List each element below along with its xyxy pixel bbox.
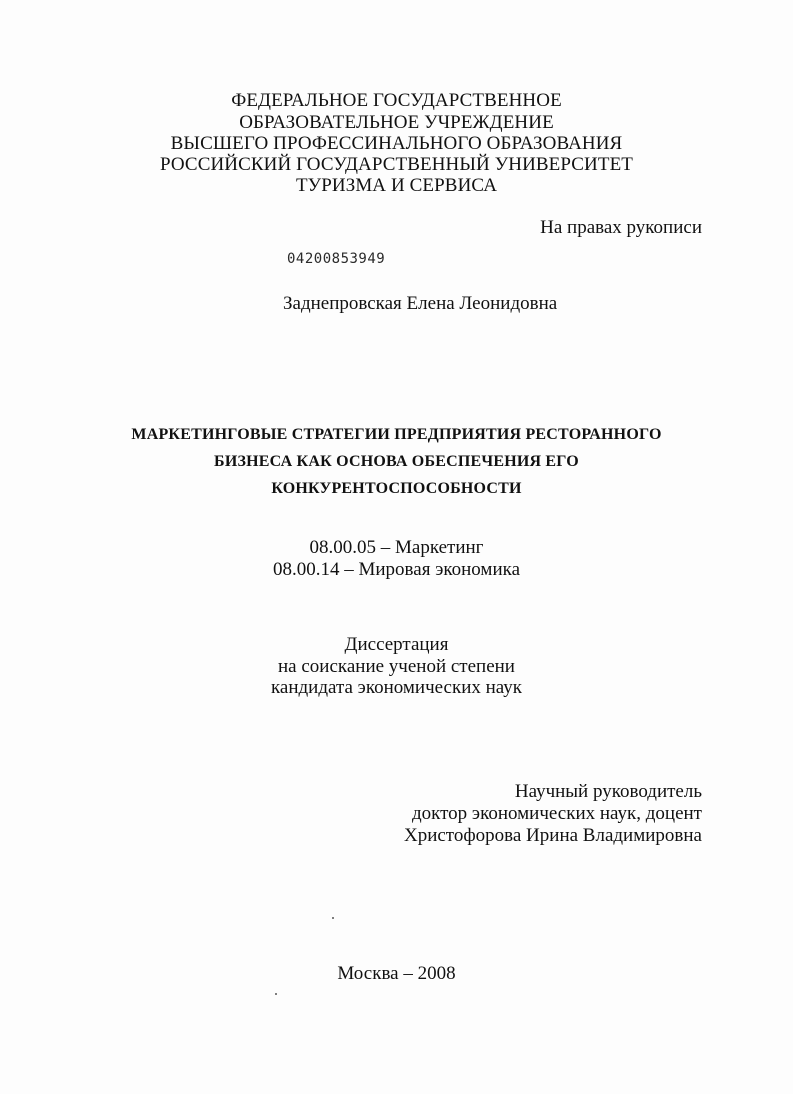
catalog-number-stamp: 04200853949 [287,251,386,267]
scan-speck [332,917,334,919]
title-line-2: БИЗНЕСА КАК ОСНОВА ОБЕСПЕЧЕНИЯ ЕГО [214,453,579,470]
institution-line-5: ТУРИЗМА И СЕРВИСА [295,175,498,196]
advisor-line-2: доктор экономических наук, доцент [411,803,702,824]
specialty-line-1: 08.00.05 – Маркетинг [309,537,484,558]
institution-line-2: ОБРАЗОВАТЕЛЬНОЕ УЧРЕЖДЕНИЕ [239,112,554,133]
manuscript-note: На правах рукописи [540,217,702,238]
author-name: Заднепровская Елена Леонидовна [283,293,558,314]
advisor-line-1: Научный руководитель [514,781,702,802]
city-year: Москва – 2008 [337,963,456,984]
degree-line-1: Диссертация [344,634,449,655]
advisor-line-3: Христофорова Ирина Владимировна [403,825,702,846]
title-line-3: КОНКУРЕНТОСПОСОБНОСТИ [271,480,522,497]
scan-speck [275,993,277,995]
institution-line-3: ВЫСШЕГО ПРОФЕССИНАЛЬНОГО ОБРАЗОВАНИЯ [170,133,623,154]
institution-line-1: ФЕДЕРАЛЬНОЕ ГОСУДАРСТВЕННОЕ [231,90,562,111]
degree-line-2: на соискание ученой степени [278,656,515,677]
institution-line-4: РОССИЙСКИЙ ГОСУДАРСТВЕННЫЙ УНИВЕРСИТЕТ [159,154,633,175]
specialty-line-2: 08.00.14 – Мировая экономика [273,559,520,580]
title-line-1: МАРКЕТИНГОВЫЕ СТРАТЕГИИ ПРЕДПРИЯТИЯ РЕСТОРАННОГО [131,426,662,443]
degree-line-3: кандидата экономических наук [270,677,523,698]
